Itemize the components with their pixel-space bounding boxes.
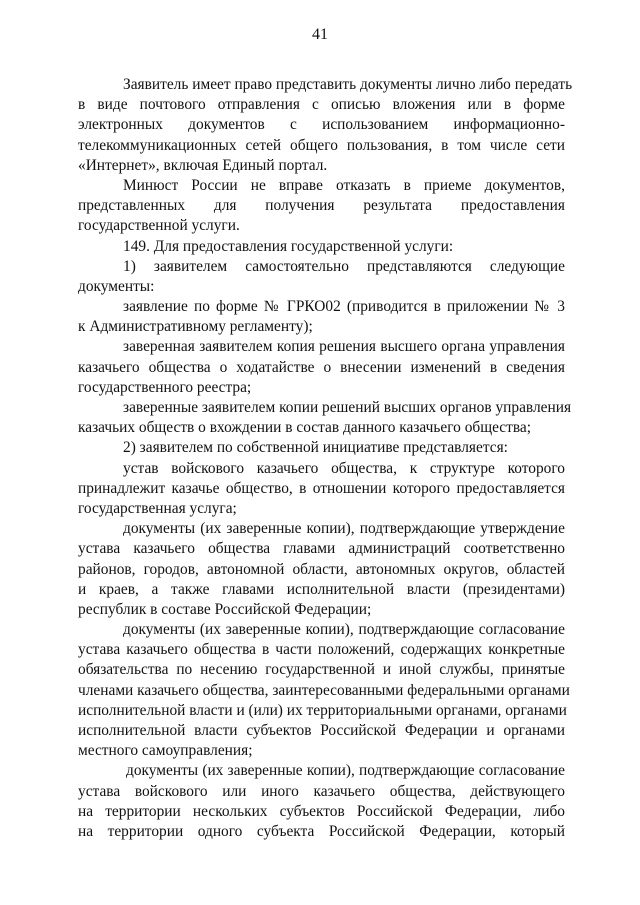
text-line: республик в составе Российской Федерации; (78, 600, 372, 618)
text-line: представленных для получения результата предоставления (78, 197, 565, 215)
text-line: на территории одного субъекта Российской Федерации, который (78, 822, 565, 840)
text-line: обязательства по несению государственной и иной службы, принятые (78, 661, 565, 679)
text-line: 2) заявителем по собственной инициативе представляется: (123, 439, 508, 457)
document-body (78, 75, 573, 842)
text-line: документы: (78, 277, 155, 295)
text-line: документы (их заверенные копии), подтверждающие согласование (123, 621, 565, 639)
text-line: электронных документов с использованием информационно- (78, 116, 565, 134)
text-line: в виде почтового отправления с описью вложения или в форме (78, 96, 565, 114)
text-line: к Административному регламенту); (78, 318, 313, 336)
text-line: документы (их заверенные копии), подтверждающие согласование (126, 762, 565, 780)
text-line: государственная услуга; (78, 499, 237, 517)
text-line: телекоммуникационных сетей общего пользования, в том числе сети (78, 136, 565, 154)
text-line: 149. Для предоставления государственной услуги: (123, 237, 454, 255)
text-line: принадлежит казачье общество, в отношении которого предоставляется (78, 479, 565, 497)
text-line: устав войскового казачьего общества, к структуре которого (123, 459, 565, 477)
text-line: казачьего общества о ходатайстве о внесении изменений в сведения (78, 358, 565, 376)
text-line: и краев, а также главами исполнительной власти (президентами) (78, 580, 565, 598)
text-line: заверенная заявителем копия решения высшего органа управления (123, 338, 565, 356)
text-line: членами казачьего общества, заинтересованными федеральными органами (78, 681, 570, 699)
text-line: исполнительной власти и (или) их территориальными органами, органами (78, 701, 567, 719)
text-line: «Интернет», включая Единый портал. (78, 156, 328, 174)
text-line: устава войскового или иного казачьего общества, действующего (78, 782, 565, 800)
text-line: устава казачьего общества в части положений, содержащих конкретные (78, 641, 565, 659)
text-line: на территории нескольких субъектов Российской Федерации, либо (78, 802, 565, 820)
text-line: заявление по форме № ГРКО02 (приводится в приложении № 3 (123, 298, 565, 316)
text-line: Заявитель имеет право представить документы лично либо передать (123, 76, 573, 93)
text-line: устава казачьего общества главами администраций соответственно (78, 540, 565, 558)
text-line: государственного реестра; (78, 378, 252, 396)
text-line: Минюст России не вправе отказать в приеме документов, (123, 176, 565, 194)
text-line: документы (их заверенные копии), подтверждающие утверждение (123, 520, 565, 538)
text-line: заверенные заявителем копии решений высших органов управления (123, 399, 572, 416)
text-line: казачьих обществ о вхождении в состав данного казачьего общества; (78, 419, 532, 437)
text-line: районов, городов, автономной области, автономных округов, областей (78, 560, 565, 578)
text-line: 1) заявителем самостоятельно представляются следующие (123, 257, 565, 275)
page-number: 41 (312, 26, 328, 43)
text-line: исполнительной власти субъектов Российской Федерации и органами (78, 722, 565, 739)
text-line: местного самоуправления; (78, 742, 253, 760)
text-line: государственной услуги. (78, 217, 240, 235)
